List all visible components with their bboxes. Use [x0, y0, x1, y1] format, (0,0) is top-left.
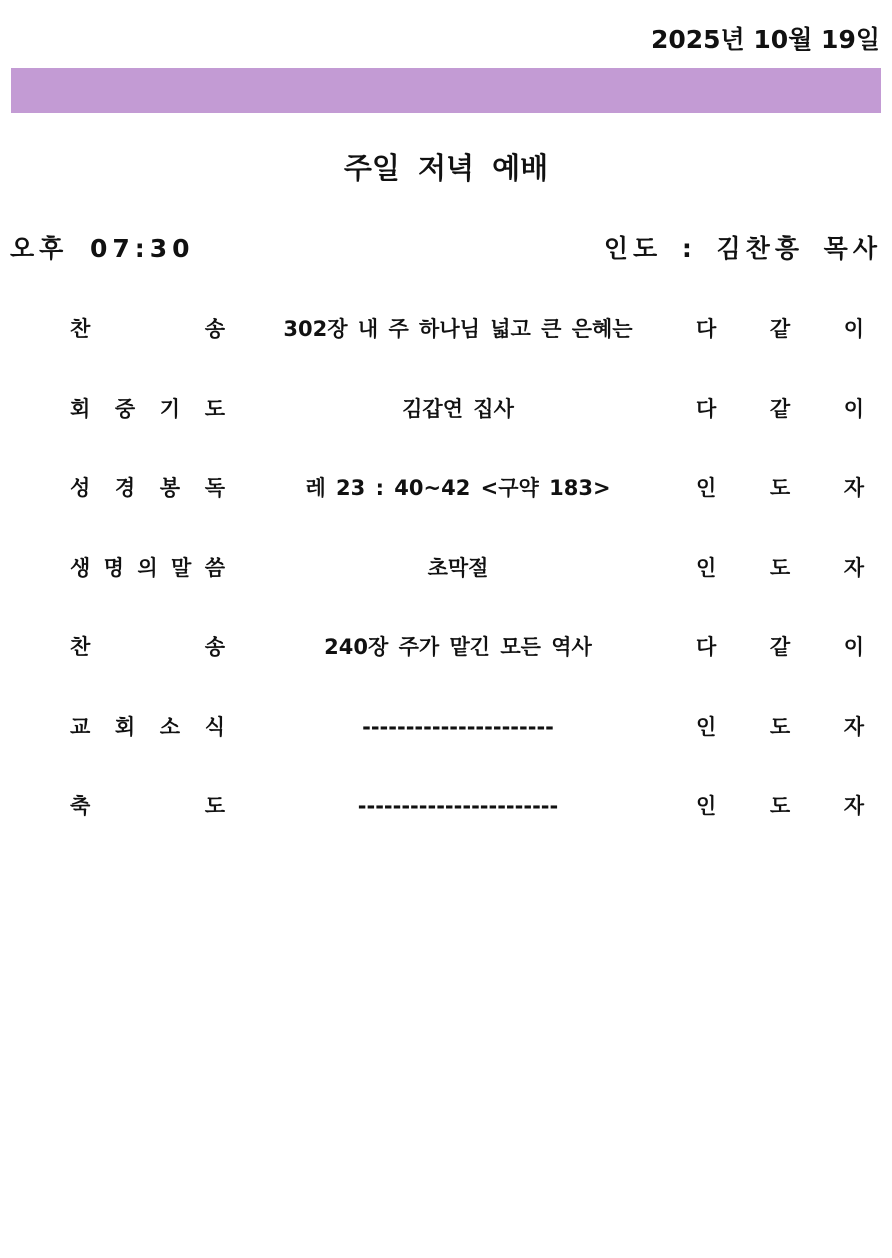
order-row-benediction — [0, 783, 892, 863]
order-item-content: 240장 주가 맡긴 모든 역사 — [324, 635, 592, 659]
order-item-content: 초막절 — [427, 555, 489, 580]
order-of-worship — [0, 306, 892, 863]
order-item-label: 축 도 — [70, 794, 225, 818]
order-item-content: ---------------------- — [362, 714, 554, 739]
order-item-label: 회 중 기 도 — [70, 396, 225, 421]
decorative-header-band — [11, 68, 881, 113]
service-title: 주일 저녁 예배 — [343, 151, 549, 185]
order-row-scripture — [0, 465, 892, 545]
order-item-participant: 다 같 이 — [696, 635, 864, 659]
order-item-content: 302장 내 주 하나님 넓고 큰 은혜는 — [283, 317, 633, 341]
order-row-hymn-closing — [0, 624, 892, 704]
order-item-participant: 인 도 자 — [696, 555, 864, 580]
order-item-label: 교 회 소 식 — [70, 714, 225, 739]
order-item-label: 찬 송 — [70, 317, 225, 341]
order-item-content: 김갑연 집사 — [402, 396, 514, 421]
order-item-participant: 다 같 이 — [696, 396, 864, 421]
order-item-label: 생 명 의 말 씀 — [70, 555, 225, 580]
order-item-label: 찬 송 — [70, 635, 225, 659]
order-item-content: ----------------------- — [357, 794, 559, 818]
order-row-prayer — [0, 386, 892, 466]
service-time: 오후 07:30 — [10, 234, 195, 263]
order-item-label: 성 경 봉 독 — [70, 476, 225, 500]
service-leader: 인도 : 김찬흥 목사 — [603, 234, 882, 263]
order-item-participant: 인 도 자 — [696, 476, 864, 500]
order-row-announcements — [0, 704, 892, 784]
order-item-participant: 인 도 자 — [696, 794, 864, 818]
bulletin-date: 2025년 10월 19일 — [650, 25, 880, 54]
order-item-participant: 다 같 이 — [696, 317, 864, 341]
order-row-sermon — [0, 545, 892, 625]
order-item-content: 레 23 : 40~42 <구약 183> — [305, 476, 611, 500]
order-item-participant: 인 도 자 — [696, 714, 864, 739]
order-row-hymn-opening — [0, 306, 892, 386]
